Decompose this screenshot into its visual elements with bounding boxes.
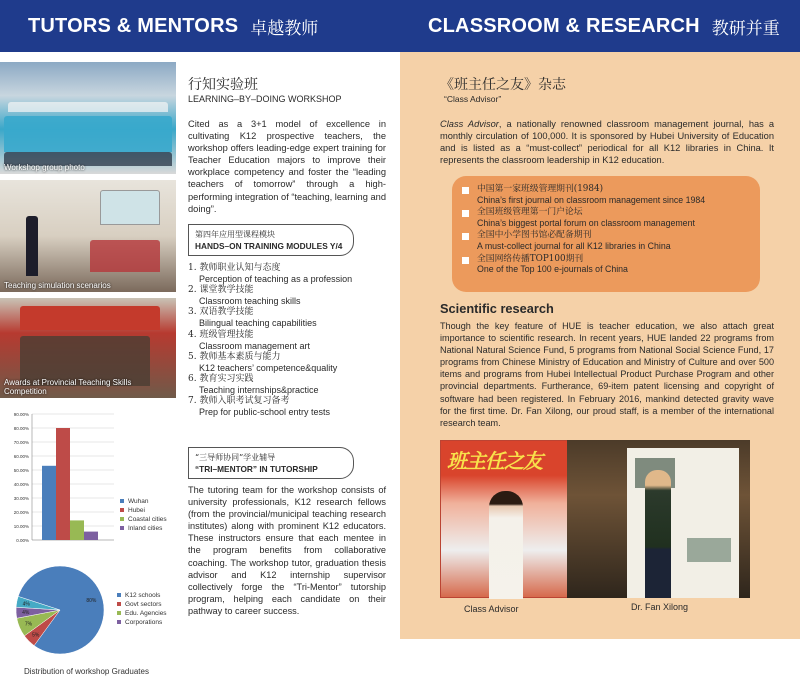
person-figure xyxy=(645,470,671,598)
y-tick-label: 60.00% xyxy=(13,454,29,459)
modules-heading-en: HANDS–ON TRAINING MODULES Y/4 xyxy=(195,241,343,251)
y-tick-label: 20.00% xyxy=(13,510,29,515)
chart-title: Distribution of workshop Graduates xyxy=(24,667,149,676)
caption-class-advisor: Class Advisor xyxy=(464,604,519,614)
y-tick-label: 0.00% xyxy=(16,538,29,543)
legend-swatch xyxy=(120,499,124,503)
caption-researcher: Dr. Fan Xilong xyxy=(631,602,689,612)
magazine-name: Class Advisor xyxy=(440,119,499,129)
list-item: 全国中小学图书馆必配备期刊 A must-collect journal for all K12 libraries in China xyxy=(462,230,750,251)
list-item: 7. 教师入职考试复习备考 Prep for public-school entry tests xyxy=(188,396,331,418)
y-tick-label: 80.00% xyxy=(13,426,29,431)
pie-data-label: 4% xyxy=(22,601,30,608)
y-tick-label: 50.00% xyxy=(13,468,29,473)
bar-chart xyxy=(0,407,176,547)
left-panel xyxy=(0,52,400,676)
research-title: Scientific research xyxy=(440,301,554,316)
legend-label: K12 schools xyxy=(125,592,161,599)
y-tick-label: 10.00% xyxy=(13,524,29,529)
legend-swatch xyxy=(117,602,121,606)
y-tick-label: 30.00% xyxy=(13,496,29,501)
right-title-cn: 教研并重 xyxy=(711,18,780,39)
header-left xyxy=(0,0,400,52)
research-paragraph: Though the key feature of HUE is teacher education, we also attach great importance to scientific research. In recent years, HUE landed 22 programs from National Natural Science Fund, 5 programs from National Social Science Fund, 17 programs from Chinese Ministry of Education and Ministry of Culture and over 500 items and programs from Hubei Intellectual Product Purchase Program and other provincial departments. Furtherance, 69-item patent licensing and copyright of software had been registered. In February 2016, mankind detected gravity wave for the first time. Dr. Fan Xilong, our proud staff, is a member of the international research team. xyxy=(440,321,774,428)
researcher-photo xyxy=(567,440,750,598)
bar-chart-svg xyxy=(0,407,176,547)
pie-data-label: 7% xyxy=(24,621,33,628)
list-item: 2. 课堂教学技能 Classroom teaching skills xyxy=(188,285,301,307)
magazine-cover-title: 班主任之友 xyxy=(447,449,542,473)
pie-data-label: 5% xyxy=(32,632,40,639)
photo-caption: Teaching simulation scenarios xyxy=(4,281,111,290)
list-item: 全国班级管理第一门户论坛 China’s biggest portal forum on classroom management xyxy=(462,207,750,228)
header-right xyxy=(400,0,800,52)
cover-figure xyxy=(489,491,523,599)
magazine-paragraph-text: , a nationally renowned classroom management journal, has a monthly circulation of 100,000. It is sponsored by Hubei University of Education and is listed as a “must-collect” periodical for all K12 libraries in China. It represents the classroom leadership in K12 education. xyxy=(440,119,774,166)
list-item: 中国第一家班级管理期刊(1984) China’s first journal on classroom management since 1984 xyxy=(462,184,750,205)
y-tick-label: 90.00% xyxy=(13,412,29,417)
bar-inland-cities xyxy=(84,532,98,540)
workshop-title-en: LEARNING–BY–DOING WORKSHOP xyxy=(188,94,342,104)
checkbox-icon xyxy=(462,257,469,264)
legend-swatch xyxy=(120,517,124,521)
pie-data-label: 4% xyxy=(22,610,30,617)
pie-chart xyxy=(0,557,176,692)
pie-chart-svg xyxy=(0,557,176,692)
list-item: 全国网络传播TOP100期刊 One of the Top 100 e-journals of China xyxy=(462,254,750,275)
poster xyxy=(627,448,739,598)
photo-caption: Awards at Provincial Teaching Skills Competition xyxy=(4,378,132,396)
legend-swatch xyxy=(120,508,124,512)
tutor-paragraph: The tutoring team for the workshop consists of university professionals, K12 research fellows (from the provincial/municipal teaching research institutes) along with prominent K12 educators. These instructors ensure that each mentee in the program benefits from collaborative coaching. The workshop tutor, graduation thesis advisor and K12 internship supervisor collectively forge the “Tri-Mentor” tutorship program, helping each candidate on their pathway to career success. xyxy=(188,485,386,616)
bar-wuhan xyxy=(42,466,56,540)
legend-swatch xyxy=(117,620,121,624)
tutor-heading-cn: “三导师协同”学业辅导 xyxy=(195,453,276,462)
magazine-title-cn: 《班主任之友》杂志 xyxy=(440,77,566,93)
magazine-title-en: “Class Advisor” xyxy=(444,94,502,104)
legend-label: Inland cities xyxy=(128,525,163,532)
group-photo xyxy=(0,62,176,174)
legend-swatch xyxy=(117,593,121,597)
right-panel xyxy=(400,52,800,639)
simulation-photo xyxy=(0,180,176,292)
y-tick-label: 40.00% xyxy=(13,482,29,487)
magazine-cover xyxy=(440,440,573,598)
legend-label: Coastal cities xyxy=(128,516,167,523)
modules-heading-cn: 第四年应用型课程模块 xyxy=(195,230,275,239)
modules-heading xyxy=(188,224,354,256)
list-item: 6. 教育实习实践 Teaching internships&practice xyxy=(188,373,319,396)
checkbox-icon xyxy=(462,233,469,240)
legend-label: Wuhan xyxy=(128,498,149,505)
legend-label: Govt sectors xyxy=(125,601,162,608)
photo-caption: Workshop group photo xyxy=(4,163,85,172)
tutor-heading-en: “TRI–MENTOR” IN TUTORSHIP xyxy=(195,464,318,474)
tutor-heading xyxy=(188,447,354,479)
left-title: TUTORS & MENTORS xyxy=(28,14,239,37)
pie-data-label: 80% xyxy=(86,597,97,604)
legend-swatch xyxy=(120,526,124,530)
checkbox-icon xyxy=(462,187,469,194)
list-item: 1. 教师职业认知与态度 Perception of teaching as a profession xyxy=(188,263,353,285)
legend-label: Edu. Agencies xyxy=(125,610,167,617)
y-tick-label: 70.00% xyxy=(13,440,29,445)
legend-label: Hubei xyxy=(128,507,145,514)
bar-coastal-cities xyxy=(70,520,84,540)
bar-hubei xyxy=(56,428,70,540)
workshop-intro: Cited as a 3+1 model of excellence in cultivating K12 prospective teachers, the workshop offers leading-edge expert training for Teacher Education majors to improve their workplace competency and foster the “leading teachers of tomorrow” through a high-performing integration of “teaching, learning and doing”. xyxy=(188,119,386,214)
legend-label: Corporations xyxy=(125,619,163,626)
left-title-cn: 卓越教师 xyxy=(250,18,319,39)
list-item: 5. 教师基本素质与能力 K12 teachers’ competence&quality xyxy=(188,351,338,373)
workshop-title-cn: 行知实验班 xyxy=(188,77,258,93)
list-item: 3. 双语教学技能 Bilingual teaching capabilities xyxy=(188,307,317,329)
magazine-paragraph xyxy=(440,118,774,166)
checkbox-icon xyxy=(462,210,469,217)
highlights-box xyxy=(452,176,760,292)
list-item: 4. 班级管理技能 Classroom management art xyxy=(188,329,311,351)
right-title: CLASSROOM & RESEARCH xyxy=(428,14,700,37)
awards-photo xyxy=(0,298,176,398)
modules-list xyxy=(188,263,386,418)
legend-swatch xyxy=(117,611,121,615)
